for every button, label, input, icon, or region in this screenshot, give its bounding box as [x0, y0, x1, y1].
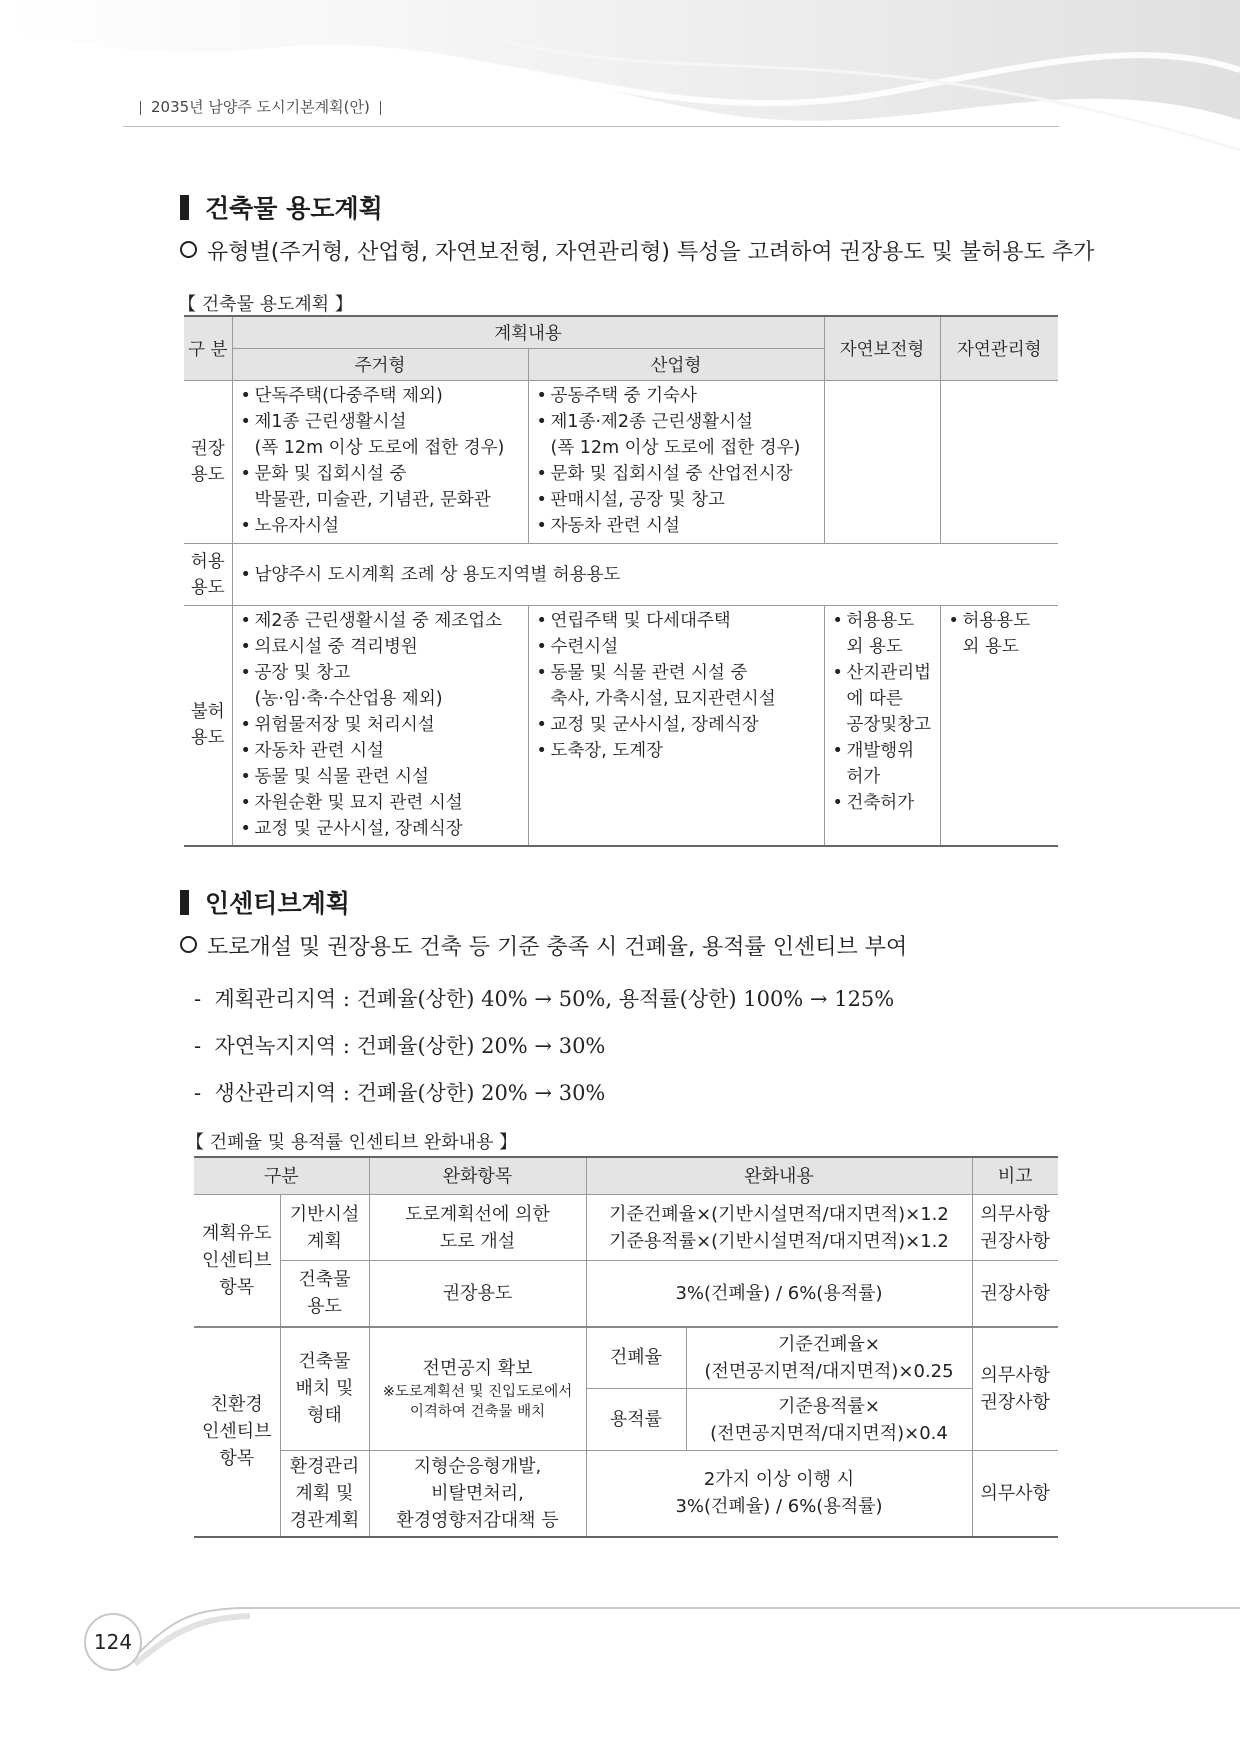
- header-nature-manage: 자연관리형: [940, 316, 1058, 381]
- text-line: 환경영향저감대책 등: [396, 1509, 559, 1531]
- text-line: 경관계획: [289, 1509, 360, 1531]
- text-line: 개발행위: [846, 741, 915, 761]
- text-line: 박물관, 미술관, 기념관, 문화관: [254, 490, 491, 510]
- text-line: 축사, 가축시설, 묘지관련시설: [550, 689, 776, 709]
- list-item: [239, 383, 524, 409]
- header-item: 완화항목: [369, 1157, 586, 1195]
- section-marker: [180, 195, 189, 220]
- text-line: (전면공지면적/대지면적)×0.25: [704, 1360, 954, 1382]
- far-formula: [686, 1389, 972, 1451]
- header-gubun: 구분: [194, 1157, 369, 1195]
- table-row: [194, 1451, 1058, 1537]
- text-line: 교정 및 군사시설, 장례식장: [550, 715, 759, 735]
- list-item: [535, 409, 820, 461]
- section-title-incentive: [180, 884, 350, 920]
- header-note: 비고: [972, 1157, 1058, 1195]
- text-line: 외 용도: [962, 637, 1019, 657]
- cell-nature-manage-prohibited: [940, 606, 1058, 846]
- running-header: [130, 96, 391, 117]
- list-item: [239, 562, 1055, 588]
- list-item: [831, 790, 936, 816]
- text-line: 형태: [307, 1405, 342, 1427]
- text-line: 의료시설 중 격리병원: [254, 637, 418, 657]
- dash-item: - 자연녹지지역 : 건폐율(상한) 20% → 30%: [194, 1034, 606, 1058]
- header-residential: 주거형: [232, 349, 528, 381]
- text-line: 외 용도: [846, 637, 903, 657]
- sub-category: [280, 1261, 369, 1327]
- text-line: 건축물: [298, 1351, 351, 1373]
- group-eco: [194, 1327, 280, 1537]
- group-label-line: 항목: [219, 1276, 255, 1298]
- bullet-statement: [180, 930, 907, 961]
- list-item: [535, 608, 820, 634]
- text-line: 판매시설, 공장 및 창고: [550, 490, 725, 510]
- row-label-line: 용도: [190, 728, 225, 749]
- text-line: 2가지 이상 이행 시: [703, 1469, 855, 1491]
- list-item: [535, 487, 820, 513]
- row-label-line: 권장: [190, 439, 225, 459]
- dash-item-text: 자연녹지지역 : 건폐율(상한) 20% → 30%: [214, 1034, 606, 1058]
- text-line: 기준건폐율×: [777, 1333, 881, 1355]
- cell-residential-recommended: [232, 381, 528, 544]
- text-line: (농·임·축·수산업용 제외): [254, 689, 443, 709]
- circle-bullet-icon: [180, 936, 197, 953]
- text-line: (폭 12m 이상 도로에 접한 경우): [550, 438, 801, 458]
- text-line: ※도로계획선 및 진입도로에서: [382, 1384, 573, 1401]
- text-line: 자동차 관련 시설: [550, 516, 680, 536]
- group-label-line: 인센티브: [201, 1421, 272, 1442]
- text-line: 도축장, 도계장: [550, 741, 664, 761]
- dash-item-text: 생산관리지역 : 건폐율(상한) 20% → 30%: [214, 1081, 606, 1105]
- header-gubun: 구 분: [184, 316, 232, 381]
- text-line: 건축허가: [846, 793, 915, 813]
- text-line: 권장사항: [980, 1391, 1051, 1413]
- circle-bullet-icon: [180, 241, 197, 258]
- dash-item-text: 계획관리지역 : 건폐율(상한) 40% → 50%, 용적률(상한) 100% → 125%: [214, 987, 895, 1011]
- list-item: [239, 608, 524, 634]
- text-line: 비탈면처리,: [431, 1482, 524, 1504]
- relax-item: [369, 1195, 586, 1261]
- row-allowed: [184, 544, 1058, 606]
- list-item: [535, 461, 820, 487]
- group-label-line: 친환경: [210, 1394, 263, 1415]
- relax-item: 권장용도: [369, 1261, 586, 1327]
- list-item: [239, 816, 524, 842]
- list-item: [239, 660, 524, 712]
- row-label: [184, 544, 232, 606]
- relax-content: [586, 1195, 972, 1261]
- page-number: 124: [84, 1613, 142, 1671]
- section-title-text: 건축물 용도계획: [205, 194, 383, 223]
- text-line: 에 따른: [846, 689, 903, 709]
- footer-curve-graphic: [80, 1600, 1240, 1670]
- text-line: 기준건폐율×(기반시설면적/대지면적)×1.2: [609, 1203, 949, 1225]
- relax-item: [369, 1327, 586, 1451]
- text-line: (전면공지면적/대지면적)×0.4: [710, 1422, 948, 1444]
- text-line: 공장및창고: [846, 715, 932, 735]
- row-label-line: 용도: [190, 577, 225, 598]
- text-line: 기준용적률×(기반시설면적/대지면적)×1.2: [609, 1230, 949, 1252]
- text-line: 지형순응형개발,: [413, 1455, 542, 1477]
- text-line: 의무사항: [980, 1364, 1051, 1386]
- far-label: 용적률: [586, 1389, 686, 1451]
- text-line: 연립주택 및 다세대주택: [550, 611, 731, 631]
- bullet-text: 도로개설 및 권장용도 건축 등 기준 충족 시 건폐율, 용적률 인센티브 부여: [207, 935, 908, 960]
- list-item: [239, 712, 524, 738]
- list-item: [831, 660, 936, 738]
- header-nature-conserv: 자연보전형: [824, 316, 940, 381]
- text-line: 이격하여 건축물 배치: [409, 1404, 546, 1421]
- header-content: 완화내용: [586, 1157, 972, 1195]
- text-line: 문화 및 집회시설 중 산업전시장: [550, 464, 793, 484]
- list-item: [239, 634, 524, 660]
- sub-category: [280, 1327, 369, 1451]
- text-line: 제1종 근린생활시설: [254, 412, 407, 432]
- group-label-line: 인센티브: [201, 1249, 272, 1271]
- text-line: 계획 및: [295, 1482, 354, 1504]
- text-line: 공장 및 창고: [254, 663, 351, 683]
- text-line: 3%(건폐율) / 6%(용적률): [675, 1496, 883, 1518]
- list-item: [535, 712, 820, 738]
- bcr-label: 건폐율: [586, 1327, 686, 1389]
- header-divider: [140, 101, 141, 115]
- cell-empty: [940, 381, 1058, 544]
- text-line: 기준용적률×: [777, 1395, 881, 1417]
- row-label: [184, 606, 232, 846]
- table-caption: 【 건축물 용도계획 】: [178, 294, 353, 315]
- list-item: [239, 764, 524, 790]
- list-item: [535, 513, 820, 539]
- text-line: 허용용도: [846, 611, 915, 631]
- text-line: 계획: [307, 1230, 342, 1252]
- text-line: 문화 및 집회시설 중: [254, 464, 407, 484]
- text-line: 수련시설: [550, 637, 619, 657]
- text-line: 남양주시 도시계획 조례 상 용도지역별 허용용도: [254, 564, 621, 585]
- text-line: 의무사항: [980, 1203, 1051, 1225]
- list-item: [947, 608, 1055, 660]
- dash-item: - 계획관리지역 : 건폐율(상한) 40% → 50%, 용적률(상한) 100% → 125%: [194, 987, 895, 1011]
- row-label-line: 불허: [190, 702, 225, 723]
- text-line: 도로계획선에 의한: [405, 1203, 550, 1225]
- row-label-line: 허용: [190, 551, 225, 572]
- dash-item: - 생산관리지역 : 건폐율(상한) 20% → 30%: [194, 1081, 606, 1105]
- text-line: 공동주택 중 기숙사: [550, 386, 697, 406]
- note: [972, 1195, 1058, 1261]
- note: 권장사항: [972, 1261, 1058, 1327]
- text-line: 환경관리: [289, 1455, 360, 1477]
- text-line: 위험물저장 및 처리시설: [254, 715, 435, 735]
- bcr-formula: [686, 1327, 972, 1389]
- text-line: 자원순환 및 묘지 관련 시설: [254, 793, 463, 813]
- group-label-line: 계획유도: [201, 1222, 272, 1244]
- relax-content: 3%(건폐율) / 6%(용적률): [586, 1261, 972, 1327]
- text-line: 단독주택(다중주택 제외): [254, 386, 443, 406]
- text-line: 허용용도: [962, 611, 1031, 631]
- text-line: 산지관리법: [846, 663, 932, 683]
- incentive-table: [194, 1156, 1058, 1538]
- text-line: 전면공지 확보: [422, 1358, 533, 1380]
- list-item: [535, 634, 820, 660]
- section-title-building-use: [180, 189, 383, 225]
- cell-residential-prohibited: [232, 606, 528, 846]
- list-item: [535, 660, 820, 712]
- relax-content: [586, 1451, 972, 1537]
- cell-industrial-prohibited: [528, 606, 824, 846]
- list-item: [831, 738, 936, 790]
- text-line: 허가: [846, 767, 881, 787]
- list-item: [239, 790, 524, 816]
- list-item: [239, 738, 524, 764]
- text-line: 노유자시설: [254, 516, 340, 536]
- row-label-line: 용도: [190, 465, 225, 485]
- list-item: [239, 409, 524, 461]
- table-row: [194, 1327, 1058, 1389]
- list-item: [239, 461, 524, 513]
- group-label-line: 항목: [219, 1448, 255, 1469]
- header-divider: [380, 101, 381, 115]
- cell-industrial-recommended: [528, 381, 824, 544]
- cell-allowed-text: [232, 544, 1058, 606]
- note: [972, 1327, 1058, 1451]
- sub-category: [280, 1195, 369, 1261]
- relax-item: [369, 1451, 586, 1537]
- text-line: (폭 12m 이상 도로에 접한 경우): [254, 438, 505, 458]
- table-row: [194, 1195, 1058, 1261]
- building-use-table: [184, 315, 1058, 847]
- text-line: 도로 개설: [439, 1230, 516, 1252]
- text-line: 동물 및 식물 관련 시설 중: [550, 663, 748, 683]
- header-rule: [123, 126, 1059, 127]
- cell-nature-conserv-prohibited: [824, 606, 940, 846]
- row-label: [184, 381, 232, 544]
- sub-category: [280, 1451, 369, 1537]
- text-line: 용도: [307, 1296, 342, 1318]
- text-line: 교정 및 군사시설, 장례식장: [254, 819, 463, 839]
- text-line: 자동차 관련 시설: [254, 741, 384, 761]
- section-marker: [180, 890, 189, 915]
- note: 의무사항: [972, 1451, 1058, 1537]
- row-prohibited: [184, 606, 1058, 846]
- text-line: 동물 및 식물 관련 시설: [254, 767, 429, 787]
- text-line: 권장사항: [980, 1230, 1051, 1252]
- cell-empty: [824, 381, 940, 544]
- text-line: 제1종·제2종 근린생활시설: [550, 412, 753, 432]
- text-line: 건축물: [298, 1269, 351, 1291]
- header-plan: 계획내용: [232, 316, 824, 349]
- text-line: 기반시설: [289, 1203, 360, 1225]
- list-item: [535, 738, 820, 764]
- text-line: 배치 및: [295, 1378, 354, 1400]
- section-title-text: 인센티브계획: [205, 889, 350, 918]
- list-item: [239, 513, 524, 539]
- list-item: [535, 383, 820, 409]
- table-row: [194, 1261, 1058, 1327]
- running-title: 2035년 남양주 도시기본계획(안): [151, 98, 370, 116]
- table-caption: 【 건폐율 및 용적률 인센티브 완화내용 】: [186, 1132, 518, 1153]
- group-plan-induced: [194, 1195, 280, 1327]
- bullet-statement: [180, 235, 1094, 266]
- row-recommended: [184, 381, 1058, 544]
- list-item: [831, 608, 936, 660]
- bullet-text: 유형별(주거형, 산업형, 자연보전형, 자연관리형) 특성을 고려하여 권장용도 및 불허용도 추가: [207, 240, 1095, 265]
- text-line: 제2종 근린생활시설 중 제조업소: [254, 611, 503, 631]
- header-industrial: 산업형: [528, 349, 824, 381]
